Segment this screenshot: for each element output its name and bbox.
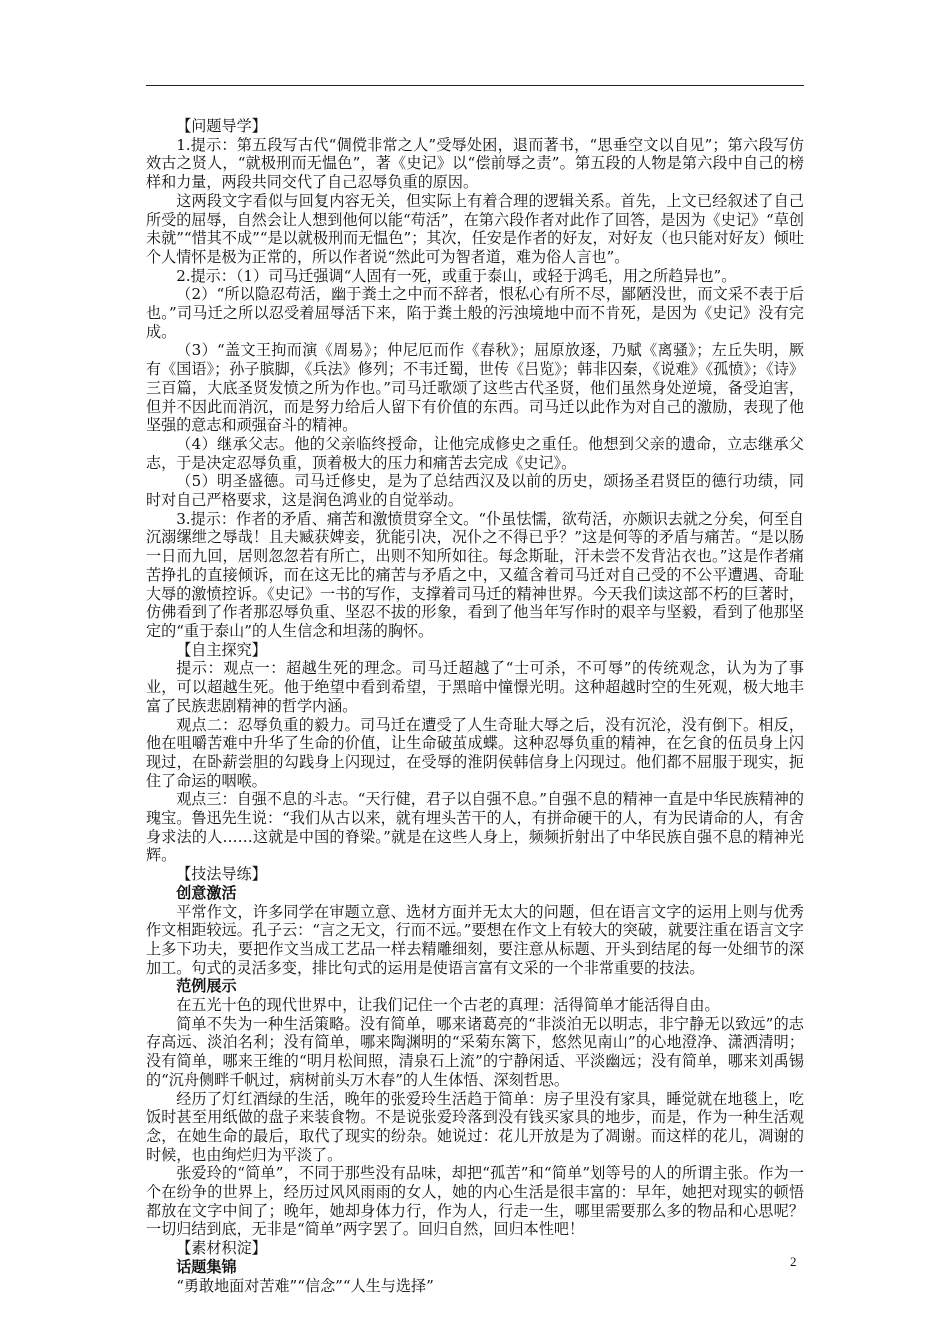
paragraph: 观点二：忍辱负重的毅力。司马迁在遭受了人生奇耻大辱之后，没有沉沦，没有倒下。相反，他在咀嚼苦难中升华了生命的价值，让生命破茧成蝶。这种忍辱负重的精神，在乞食的伍员身上闪现过，在卧薪尝胆的勾践身上闪现过，在受辱的淮阴侯韩信身上闪现过。他们都不屈服于现实，扼住了命运的咽喉。 <box>146 715 804 790</box>
paragraph: （2）“所以隐忍苟活，幽于粪土之中而不辞者，恨私心有所不尽，鄙陋没世，而文采不表于后也。”司马迁之所以忍受着屈辱活下来，陷于粪土般的污浊境地中而不肯死，是因为《史记》没有完成。 <box>146 285 804 341</box>
paragraph: 经历了灯红酒绿的生活，晚年的张爱玲生活趋于简单：房子里没有家具，睡觉就在地毯上，吃饭时甚至用纸做的盘子来装食物。不是说张爱玲落到没有钱买家具的地步，而是，作为一种生活观念，在她生命的最后，取代了现实的纷杂。她说过：花儿开放是为了凋谢。而这样的花儿，凋谢的时候，也由绚烂归为平淡了。 <box>146 1089 804 1164</box>
paragraph: 2.提示：（1）司马迁强调“人固有一死，或重于泰山，或轻于鸿毛，用之所趋异也”。 <box>176 266 737 285</box>
paragraph: 简单不失为一种生活策略。没有简单，哪来诸葛亮的“非淡泊无以明志，非宁静无以致远”的志存高远、淡泊名利；没有简单，哪来陶渊明的“采菊东篱下，悠然见南山”的心地澄净、潇洒清明；没有简单，哪来王维的“明月松间照，清泉石上流”的宁静闲适、平淡幽远；没有简单，哪来刘禹锡的“沉舟侧畔千帆过，病树前头万木春”的人生体悟、深刻哲思。 <box>146 1014 804 1089</box>
section-heading-wenti: 【问题导学】 <box>176 117 267 135</box>
paragraph: 张爱玲的“简单”，不同于那些没有品味，却把“孤苦”和“简单”划等号的人的所谓主张。作为一个在纷争的世界上，经历过风风雨雨的女人，她的内心生活是很丰富的：早年，她把对现实的顿悟都放在文字中间了；晚年，她却身体力行，作为人，行走一生，哪里需要那么多的物品和心思呢？一切归结到底，无非是“简单”两字罢了。回归自然，回归本性吧！ <box>146 1164 804 1239</box>
paragraph: （5）明圣盛德。司马迁修史，是为了总结西汉及以前的历史，颂扬圣君贤臣的德行功绩，同时对自己严格要求，这是润色鸿业的自觉举动。 <box>146 472 804 510</box>
paragraph: “勇敢地面对苦难”“信念”“人生与选择” <box>176 1276 434 1295</box>
section-heading-zizhu: 【自主探究】 <box>176 640 267 659</box>
paragraph: 观点三：自强不息的斗志。“天行健，君子以自强不息。”自强不息的精神一直是中华民族精神的瑰宝。鲁迅先生说：“我们从古以来，就有埋头苦干的人，有拼命硬干的人，有为民请命的人，有舍身求法的人……这就是中国的脊梁。”就是在这些人身上，频频折射出了中华民族自强不息的精神光辉。 <box>146 790 804 865</box>
paragraph: 提示：观点一：超越生死的理念。司马迁超越了“士可杀，不可辱”的传统观念，认为为了事业，可以超越生死。他于绝望中看到希望，于黑暗中憧憬光明。这种超越时空的生死观，极大地丰富了民族悲剧精神的哲学内涵。 <box>146 659 804 715</box>
page-number: 2 <box>790 1254 797 1269</box>
subheading-chuangyi: 创意激活 <box>176 883 237 902</box>
paragraph: 在五光十色的现代世界中，让我们记住一个古老的真理：活得简单才能活得自由。 <box>176 996 720 1015</box>
paragraph: 平常作文，许多同学在审题立意、选材方面并无太大的问题，但在语言文字的运用上则与优秀作文相距较远。孔子云：“言之无文，行而不远。”要想在作文上有较大的突破，就要注重在语言文字上多下功夫，要把作文当成工艺品一样去精雕细刻，要注意从标题、开头到结尾的每一处细节的深加工。句式的灵活多变，排比句式的运用是使语言富有文采的一个非常重要的技法。 <box>146 902 804 977</box>
paragraph: （4）继承父志。他的父亲临终授命，让他完成修史之重任。他想到父亲的遗命，立志继承父志，于是决定忍辱负重，顶着极大的压力和痛苦去完成《史记》。 <box>146 434 804 472</box>
paragraph: 1.提示：第五段写古代“倜傥非常之人”受辱处困，退而著书，“思垂空文以自见”；第六段写仿效古之贤人，“就极刑而无愠色”，著《史记》以“偿前辱之责”。第五段的人物是第六段中自己的榜样和力量，两段共同交代了自己忍辱负重的原因。 <box>146 135 804 192</box>
header-rule <box>146 85 804 86</box>
document-body <box>146 117 804 1295</box>
section-heading-jifa: 【技法导练】 <box>176 865 267 884</box>
subheading-fanli: 范例展示 <box>176 977 237 996</box>
paragraph: 3.提示：作者的矛盾、痛苦和激愤贯穿全文。“仆虽怯懦，欲苟活，亦颇识去就之分矣，何至自沉溺缧绁之辱哉！且夫臧获婢妾，犹能引决，况仆之不得已乎？”这是何等的矛盾与痛苦。“是以肠一日而九回，居则忽忽若有所亡，出则不知所如往。每念斯耻，汗未尝不发背沾衣也。”这是作者痛苦挣扎的直接倾诉，而在这无比的痛苦与矛盾之中，又蕴含着司马迁对自己受的不公平遭遇、奇耻大辱的激愤控诉。《史记》一书的写作，支撑着司马迁的精神世界。今天我们读这部不朽的巨著时，仿佛看到了作者那忍辱负重、坚忍不拔的形象，看到了他当年写作时的艰辛与坚毅，看到了他那坚定的“重于泰山”的人生信念和坦荡的胸怀。 <box>146 509 804 640</box>
paragraph: 这两段文字看似与回复内容无关，但实际上有着合理的逻辑关系。首先，上文已经叙述了自己所受的屈辱，自然会让人想到他何以能“苟活”，在第六段作者对此作了回答，是因为《史记》“草创未就”“惜其不成”“是以就极刑而无愠色”；其次，任安是作者的好友，对好友（也只能对好友）倾吐个人情怀是极为正常的，所以作者说“然此可为智者道，难为俗人言也”。 <box>146 191 804 266</box>
paragraph: （3）“盖文王拘而演《周易》；仲尼厄而作《春秋》；屈原放逐，乃赋《离骚》；左丘失明，厥有《国语》；孙子膑脚，《兵法》修列；不韦迁蜀，世传《吕览》；韩非囚秦，《说难》《孤愤》；《诗》三百篇，大底圣贤发愤之所为作也。”司马迁歌颂了这些古代圣贤，他们虽然身处逆境，备受迫害，但并不因此而消沉，而是努力给后人留下有价值的东西。司马迁以此作为对自己的激励，表现了他坚强的意志和顽强奋斗的精神。 <box>146 341 804 435</box>
section-heading-sucai: 【素材积淀】 <box>176 1239 267 1258</box>
subheading-huati: 话题集锦 <box>176 1257 237 1276</box>
